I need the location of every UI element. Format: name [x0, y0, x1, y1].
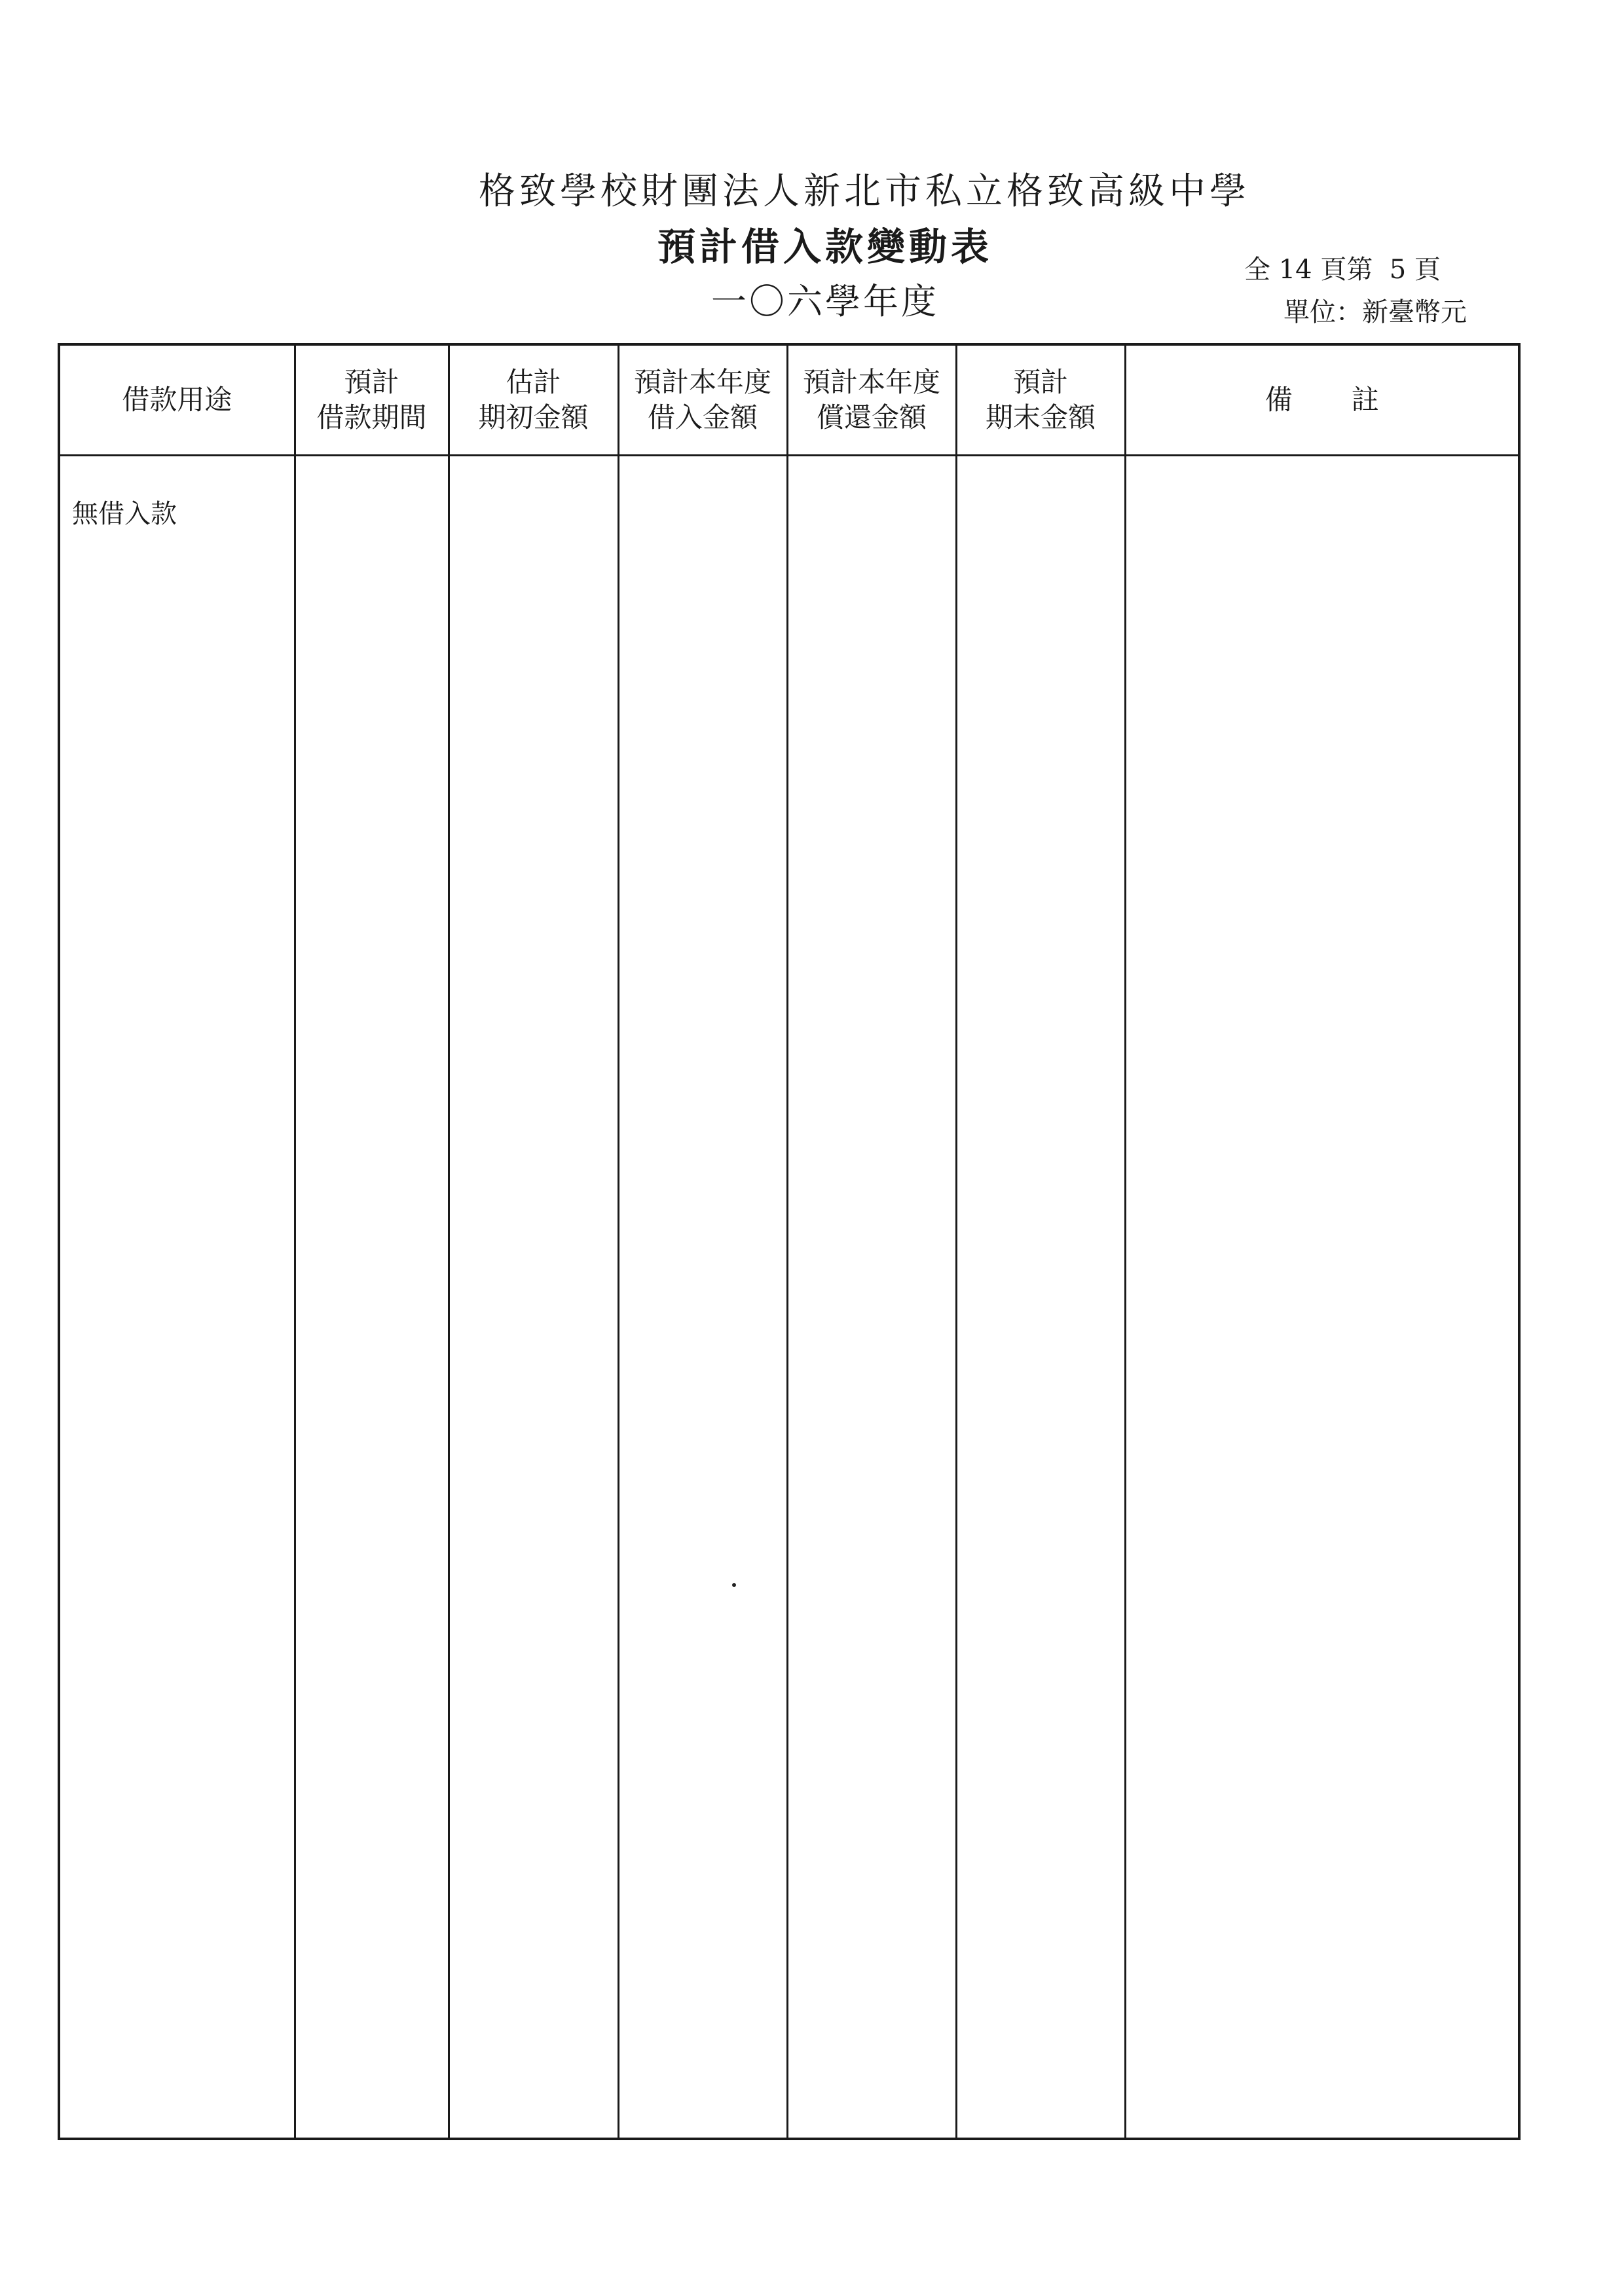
scan-speck — [732, 1583, 736, 1587]
column-header-loan-period: 預計 借款期間 — [295, 346, 449, 456]
fiscal-year: 一〇六學年度 — [711, 281, 939, 322]
cell-opening-amount — [449, 456, 618, 2138]
table-row — [60, 456, 1518, 2138]
column-header-loan-purpose: 借款用途 — [60, 346, 295, 456]
cell-remarks — [1125, 456, 1518, 2138]
cell-loan-period — [295, 456, 449, 2138]
cell-loan-purpose: 無借入款 — [60, 456, 295, 2138]
column-header-remarks: 備註 — [1125, 346, 1518, 456]
cell-closing-amount — [956, 456, 1125, 2138]
document-title: 預計借入款變動表 — [657, 225, 993, 269]
page-counter: 全 14 頁第 5 頁 — [1244, 255, 1441, 285]
currency-unit: 單位：新臺幣元 — [1283, 297, 1467, 327]
table-header-row — [60, 346, 1518, 456]
column-header-borrowing-amount: 預計本年度 借入金額 — [618, 346, 787, 456]
column-header-repayment-amount: 預計本年度 償還金額 — [787, 346, 956, 456]
loan-table-frame — [58, 343, 1521, 2140]
column-header-closing-amount: 預計 期末金額 — [956, 346, 1125, 456]
loan-change-table — [60, 346, 1518, 2138]
cell-borrowing-amount — [618, 456, 787, 2138]
column-header-opening-amount: 估計 期初金額 — [449, 346, 618, 456]
cell-repayment-amount — [787, 456, 956, 2138]
organization-title: 格致學校財團法人新北市私立格致高級中學 — [479, 170, 1250, 213]
